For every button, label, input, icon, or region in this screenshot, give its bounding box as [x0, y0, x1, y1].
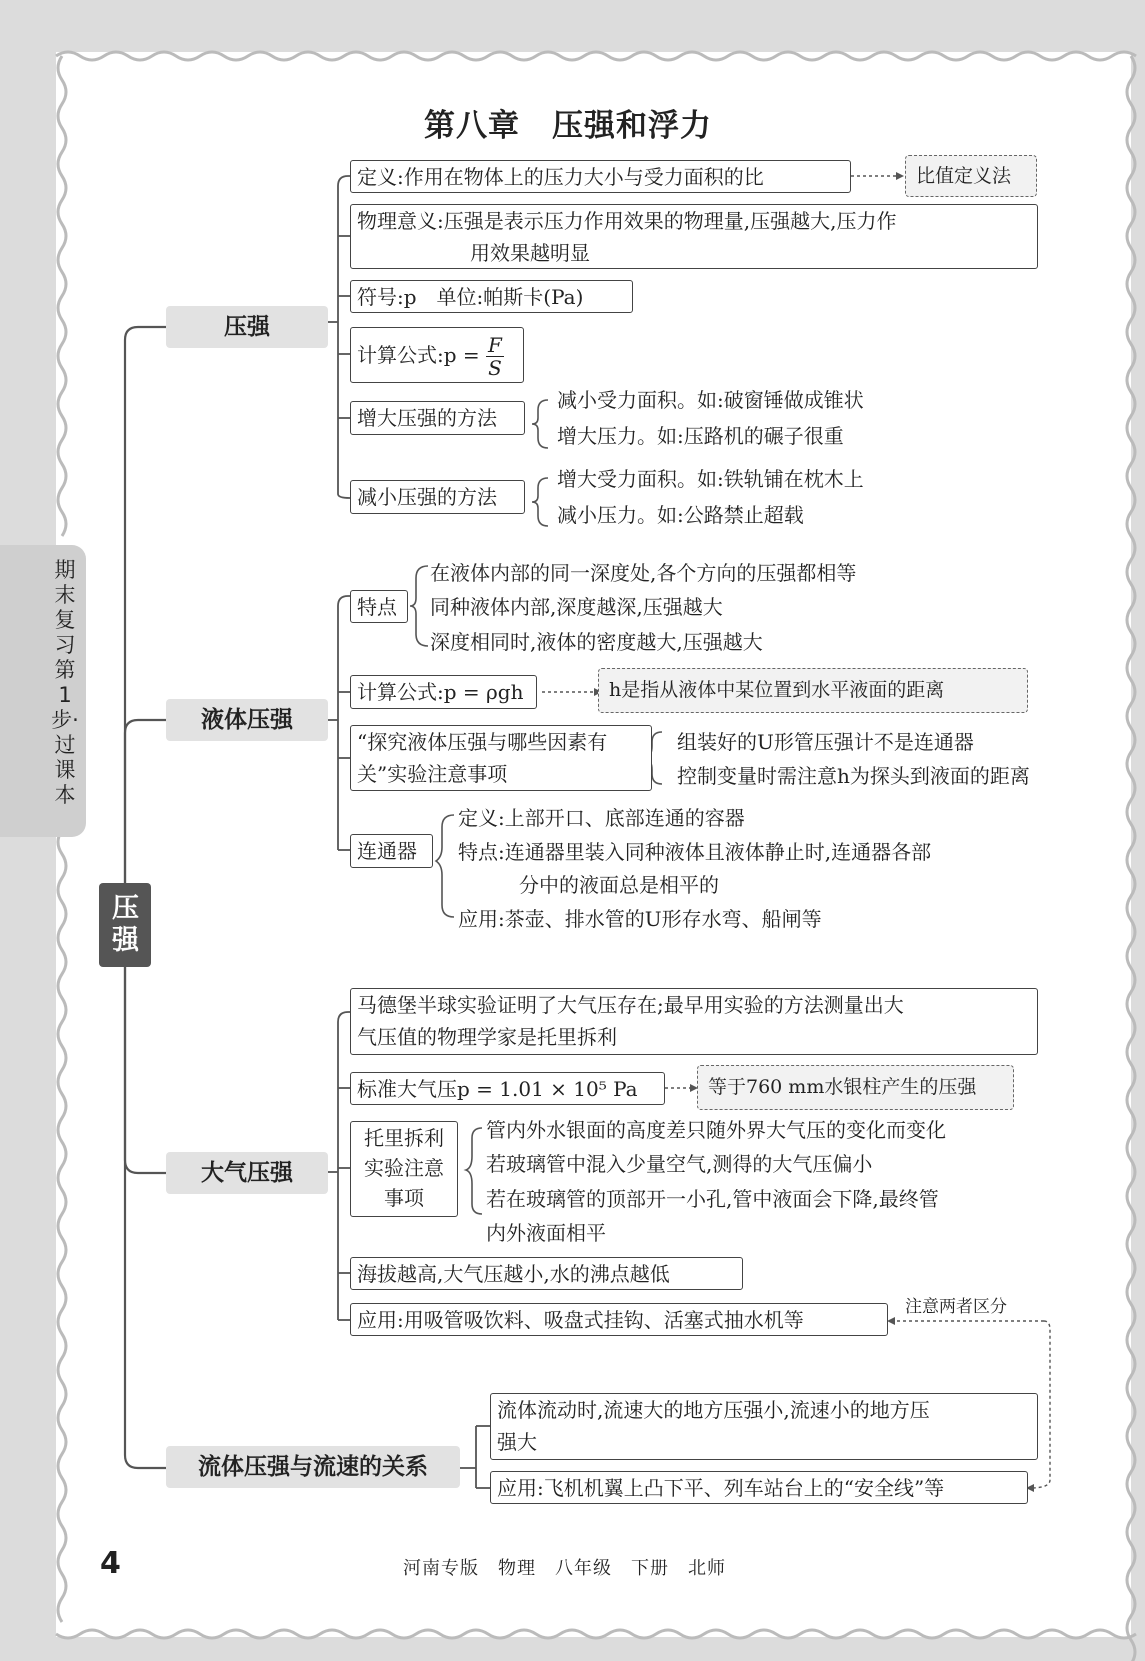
experiment-line2: 关”实验注意事项 [357, 762, 508, 786]
distinguish-note: 注意两者区分 [905, 1297, 1007, 1317]
page-title: 第八章 压强和浮力 [424, 108, 712, 144]
pressure-formula [350, 327, 524, 383]
atmosphere-history-line2: 气压值的物理学家是托里拆利 [357, 1025, 617, 1049]
decrease-method-2: 减小压力。如:公路禁止超载 [557, 503, 804, 527]
liquid-feature-3: 深度相同时,液体的密度越大,压强越大 [430, 630, 763, 654]
node-fluid-pressure-flow: 流体压强与流速的关系 [166, 1446, 460, 1488]
definition-method-note: 比值定义法 [905, 155, 1037, 197]
atmosphere-history-line1: 马德堡半球实验证明了大气压存在;最早用实验的方法测量出大 [357, 993, 904, 1017]
depth-note: h是指从液体中某位置到水平液面的距离 [598, 668, 1028, 713]
torricelli-note-4: 内外液面相平 [486, 1221, 606, 1245]
side-tab-text: 期末复习第1步·过课本 [51, 558, 79, 807]
torricelli-line1: 托里拆利 [364, 1126, 444, 1150]
increase-method-1: 减小受力面积。如:破窗锤做成锥状 [557, 388, 864, 412]
formula-denominator: S [488, 356, 502, 380]
torricelli-line2: 实验注意 [364, 1156, 444, 1180]
experiment-note-1: 组装好的U形管压强计不是连通器 [677, 730, 974, 754]
torricelli-note-2: 若玻璃管中混入少量空气,测得的大气压偏小 [486, 1152, 873, 1176]
altitude-rule: 海拔越高,大气压越小,水的沸点越低 [350, 1257, 743, 1290]
node-liquid-pressure: 液体压强 [166, 699, 328, 741]
liquid-feature-1: 在液体内部的同一深度处,各个方向的压强都相等 [430, 561, 857, 585]
connector-application: 应用:茶壶、排水管的U形存水弯、船闸等 [458, 907, 822, 931]
atmosphere-history [350, 988, 1038, 1055]
fluid-application: 应用:飞机机翼上凸下平、列车站台上的“安全线”等 [490, 1471, 1028, 1504]
root-label: 压强 [112, 893, 139, 956]
decrease-pressure-methods: 减小压强的方法 [350, 480, 525, 514]
increase-pressure-methods: 增大压强的方法 [350, 401, 525, 435]
pressure-meaning-line1: 物理意义:压强是表示压力作用效果的物理量,压强越大,压力作 [357, 209, 897, 233]
pressure-formula-fraction [486, 334, 504, 379]
torricelli-notes [350, 1121, 458, 1217]
fluid-rule-line2: 强大 [497, 1430, 537, 1454]
pressure-meaning [350, 204, 1038, 269]
pressure-symbol-unit: 符号:p 单位:帕斯卡(Pa) [350, 280, 633, 313]
pressure-definition: 定义:作用在物体上的压力大小与受力面积的比 [350, 160, 851, 193]
connector-feature-line2: 分中的液面总是相平的 [519, 873, 719, 897]
torricelli-line3: 事项 [384, 1186, 424, 1210]
page-number: 4 [100, 1546, 121, 1581]
torricelli-note-3: 若在玻璃管的顶部开一小孔,管中液面会下降,最终管 [486, 1187, 939, 1211]
experiment-notes [350, 725, 652, 791]
pressure-formula-label: 计算公式:p = [357, 343, 480, 367]
node-atmospheric-pressure: 大气压强 [166, 1152, 328, 1194]
standard-atmosphere: 标准大气压p = 1.01 × 10⁵ Pa [350, 1072, 665, 1105]
fluid-rule [490, 1393, 1038, 1460]
liquid-feature-2: 同种液体内部,深度越深,压强越大 [430, 595, 723, 619]
pressure-meaning-line2: 用效果越明显 [470, 241, 590, 265]
mercury-column-note: 等于760 mm水银柱产生的压强 [697, 1065, 1014, 1110]
connector-vessel: 连通器 [350, 834, 433, 868]
node-pressure: 压强 [166, 306, 328, 348]
atmosphere-application: 应用:用吸管吸饮料、吸盘式挂钩、活塞式抽水机等 [350, 1303, 888, 1336]
connector-feature-line1: 特点:连通器里装入同种液体且液体静止时,连通器各部 [458, 840, 932, 864]
experiment-line1: “探究液体压强与哪些因素有 [357, 730, 608, 754]
liquid-formula: 计算公式:p = ρgh [350, 675, 537, 709]
experiment-note-2: 控制变量时需注意h为探头到液面的距离 [677, 764, 1030, 788]
footer-edition: 河南专版 物理 八年级 下册 北师 [403, 1558, 726, 1579]
fluid-rule-line1: 流体流动时,流速大的地方压强小,流速小的地方压 [497, 1398, 930, 1422]
root-node [99, 883, 151, 967]
decrease-method-1: 增大受力面积。如:铁轨铺在枕木上 [557, 467, 864, 491]
connector-definition: 定义:上部开口、底部连通的容器 [458, 806, 745, 830]
formula-numerator: F [488, 333, 502, 357]
side-tab-label [50, 558, 80, 808]
torricelli-note-1: 管内外水银面的高度差只随外界大气压的变化而变化 [486, 1118, 946, 1142]
increase-method-2: 增大压力。如:压路机的碾子很重 [557, 424, 844, 448]
liquid-features: 特点 [350, 590, 408, 623]
